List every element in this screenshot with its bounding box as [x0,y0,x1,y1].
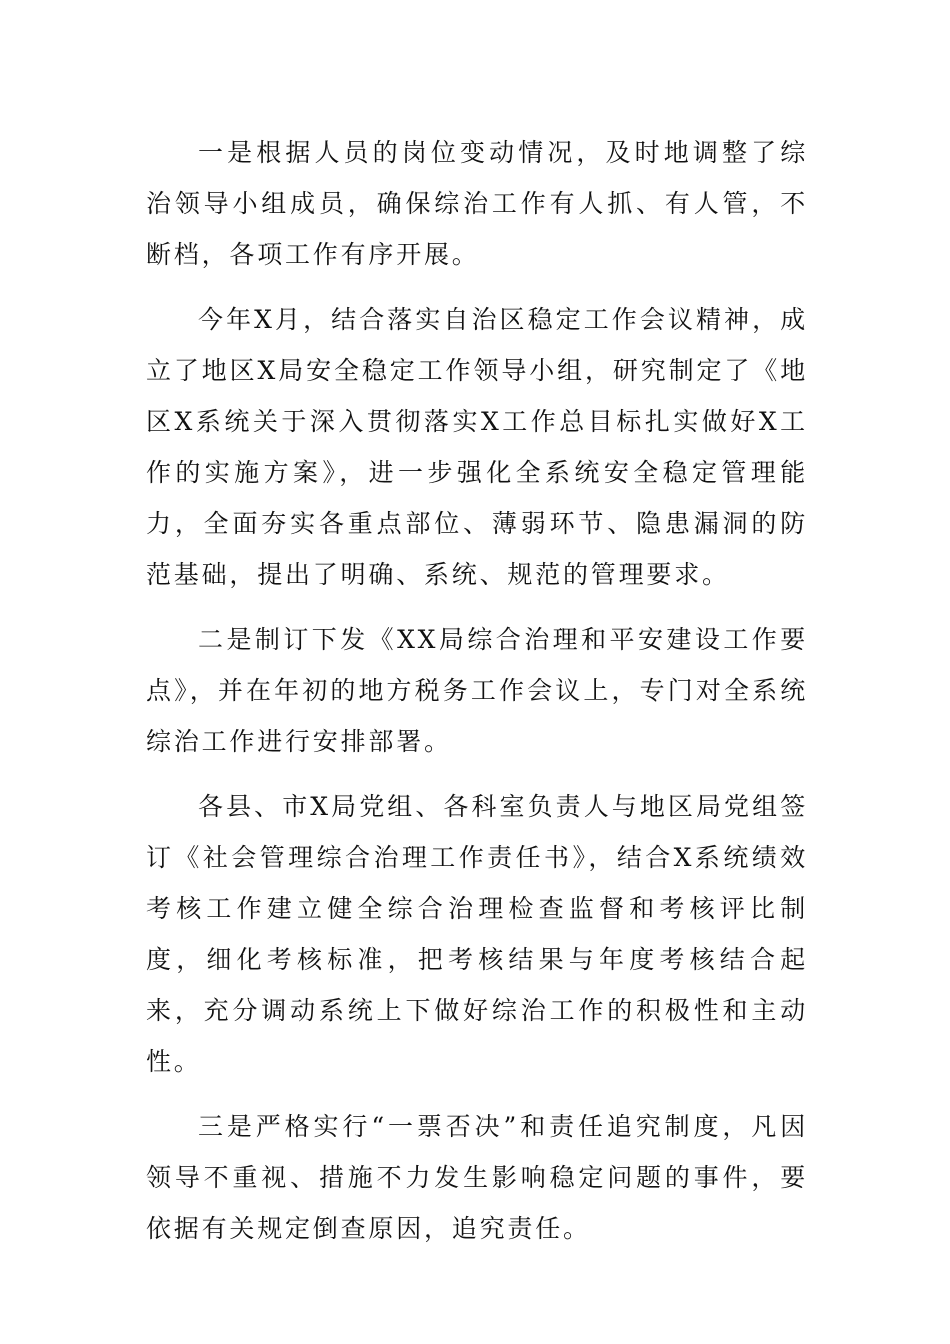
paragraph-4: 各县、市X局党组、各科室负责人与地区局党组签订《社会管理综合治理工作责任书》，结合X系统绩效考核工作建立健全综合治理检查监督和考核评比制度，细化考核标准，把考核结果与年度考核结合起来，充分调动系统上下做好综治工作的积极性和主动性。 [146,792,808,1076]
document-page [146,127,808,1268]
paragraph-5: 三是严格实行“一票否决”和责任追究制度，凡因领导不重视、措施不力发生影响稳定问题的事件，要依据有关规定倒查原因，追究责任。 [146,1112,808,1243]
paragraph-2: 今年X月，结合落实自治区稳定工作会议精神，成立了地区X局安全稳定工作领导小组，研究制定了《地区X系统关于深入贯彻落实X工作总目标扎实做好X工作的实施方案》，进一步强化全系统安全稳定管理能力，全面夯实各重点部位、薄弱环节、隐患漏洞的防范基础，提出了明确、系统、规范的管理要求。 [146,305,808,589]
paragraph-1: 一是根据人员的岗位变动情况，及时地调整了综治领导小组成员，确保综治工作有人抓、有人管，不断档，各项工作有序开展。 [146,138,808,269]
paragraph-3: 二是制订下发《XX局综合治理和平安建设工作要点》，并在年初的地方税务工作会议上，专门对全系统综治工作进行安排部署。 [146,625,808,756]
